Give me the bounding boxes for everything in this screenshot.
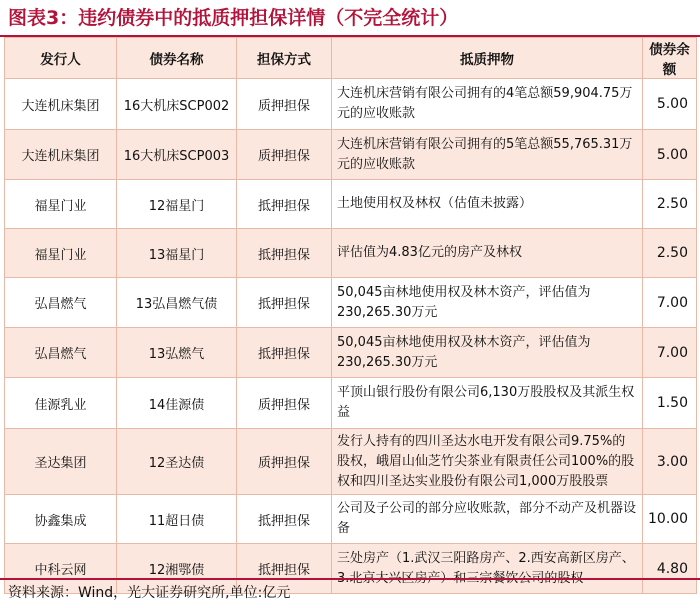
cell-guarantee-type: 抵押担保: [237, 229, 332, 278]
cell-bond-name: 12圣达债: [117, 429, 237, 495]
cell-issuer: 弘昌燃气: [5, 328, 117, 378]
table-row: [5, 130, 697, 180]
cell-guarantee-type: 质押担保: [237, 429, 332, 495]
cell-balance: 3.00: [643, 429, 697, 495]
cell-issuer: 佳源乳业: [5, 378, 117, 429]
cell-issuer: 福星门业: [5, 229, 117, 278]
table-row: [5, 378, 697, 429]
cell-collateral: 土地使用权及林权（估值未披露）: [332, 180, 643, 229]
table-row: [5, 328, 697, 378]
cell-balance: 10.00: [643, 495, 697, 544]
cell-balance: 5.00: [643, 130, 697, 180]
figure-title: 图表3：违约债券中的抵质押担保详情（不完全统计）: [8, 7, 459, 29]
header-issuer: 发行人: [5, 38, 117, 79]
cell-guarantee-type: 抵押担保: [237, 495, 332, 544]
cell-guarantee-type: 质押担保: [237, 378, 332, 429]
cell-guarantee-type: 质押担保: [237, 79, 332, 130]
cell-balance: 2.50: [643, 229, 697, 278]
cell-bond-name: 12福星门: [117, 180, 237, 229]
cell-collateral: 大连机床营销有限公司拥有的5笔总额55,765.31万元的应收账款: [332, 130, 643, 180]
cell-collateral: 大连机床营销有限公司拥有的4笔总额59,904.75万元的应收账款: [332, 79, 643, 130]
table-row: [5, 429, 697, 495]
cell-collateral: 公司及子公司的部分应收账款，部分不动产及机器设备: [332, 495, 643, 544]
header-collateral: 抵质押物: [332, 38, 643, 79]
source-rule: [0, 578, 700, 580]
table-row: [5, 229, 697, 278]
cell-bond-name: 16大机床SCP002: [117, 79, 237, 130]
cell-guarantee-type: 抵押担保: [237, 328, 332, 378]
cell-balance: 2.50: [643, 180, 697, 229]
table-header-row: [5, 38, 697, 79]
cell-bond-name: 13福星门: [117, 229, 237, 278]
cell-issuer: 大连机床集团: [5, 79, 117, 130]
cell-bond-name: 13弘昌燃气债: [117, 278, 237, 328]
collateral-table: [4, 37, 697, 594]
cell-collateral: 三处房产（1.武汉三阳路房产、2.西安高新区房产、: [332, 544, 643, 594]
cell-collateral: 50,045亩林地使用权及林木资产，评估值为230,265.30万元: [332, 328, 643, 378]
cell-bond-name: 16大机床SCP003: [117, 130, 237, 180]
source-note: 资料来源：Wind，光大证券研究所,单位:亿元: [8, 585, 291, 601]
header-guarantee-type: 担保方式: [237, 38, 332, 79]
cell-bond-name: 14佳源债: [117, 378, 237, 429]
table-row: [5, 79, 697, 130]
table-row: [5, 180, 697, 229]
cell-balance: 5.00: [643, 79, 697, 130]
cell-balance: 7.00: [643, 278, 697, 328]
cell-bond-name: 12湘鄂债: [117, 544, 237, 594]
cell-guarantee-type: 抵押担保: [237, 278, 332, 328]
cell-balance: 4.80: [643, 544, 697, 594]
cell-issuer: 弘昌燃气: [5, 278, 117, 328]
cell-guarantee-type: 质押担保: [237, 130, 332, 180]
cell-issuer: 圣达集团: [5, 429, 117, 495]
cell-issuer: 福星门业: [5, 180, 117, 229]
cell-issuer: 中科云网: [5, 544, 117, 594]
table-row: [5, 495, 697, 544]
cell-collateral: 平顶山银行股份有限公司6,130万股股权及其派生权益: [332, 378, 643, 429]
header-bond-name: 债券名称: [117, 38, 237, 79]
cell-collateral: 发行人持有的四川圣达水电开发有限公司9.75%的股权，峨眉山仙芝竹尖茶业有限责任公司100%的股权和四川圣达实业股份有限公司1,000万股股票: [332, 429, 643, 495]
cell-bond-name: 11超日债: [117, 495, 237, 544]
cell-bond-name: 13弘燃气: [117, 328, 237, 378]
cell-issuer: 协鑫集成: [5, 495, 117, 544]
cell-collateral: 评估值为4.83亿元的房产及林权: [332, 229, 643, 278]
cell-guarantee-type: 抵押担保: [237, 544, 332, 594]
header-balance: 债券余额: [643, 38, 697, 79]
cell-balance: 7.00: [643, 328, 697, 378]
cell-guarantee-type: 抵押担保: [237, 180, 332, 229]
cell-balance: 1.50: [643, 378, 697, 429]
cell-collateral: 50,045亩林地使用权及林木资产，评估值为230,265.30万元: [332, 278, 643, 328]
table-row: [5, 278, 697, 328]
cell-issuer: 大连机床集团: [5, 130, 117, 180]
